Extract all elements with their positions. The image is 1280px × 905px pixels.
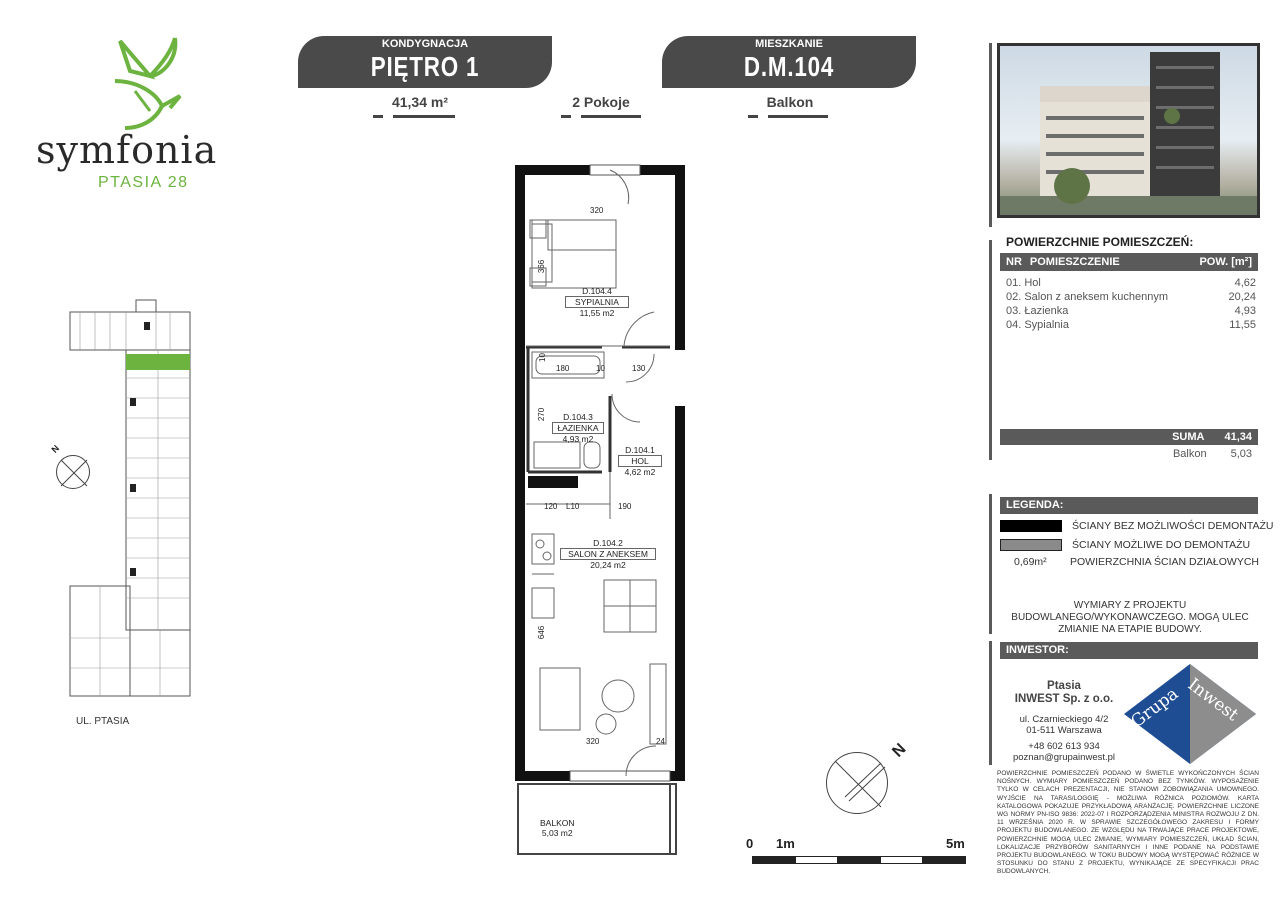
floor-value: PIĘTRO 1 <box>370 51 480 82</box>
disclaimer-text: POWIERZCHNIE POMIESZCZEŃ PODANO W ŚWIETLE WYKOŃCZONYCH ŚCIAN NOŚNYCH. WYMIARY POMIESZCZEŃ PODANO BEZ TYNKÓW. WYPOSAŻENIE TYLKO W CELACH PREZENTACJI, NIE STANOWI ZOBOWIĄZANIA UMOWNEGO. WYJŚCIE NA TARAS/LOGGIĘ - MOŻLIWA RÓŻNICA POZIOMÓW. KARTA KATALOGOWA POKAZUJE PRZYKŁADOWĄ ARANŻACJĘ. POWIERZCHNIE LICZONE WG NORMY PN-ISO 9836: 2022-07 I ROZPORZĄDZENIA MINISTRA ROZWOJU Z DN. 11 WRZEŚNIA 2020 R. W SPRAWIE SZCZEGÓŁOWEGO ZAKRESU I FORMY PROJEKTU BUDOWLANEGO. ZE WZGLĘDU NA TRWAJĄCE PRACE PROJEKTOWE, POWIERZCHNIE MOGĄ ULEC ZMIANIE, WYMIARY POMIESZCZEŃ, UKŁAD ŚCIAN, LOKALIZACJE PRZYBORÓW SANITARNYCH I INNE PODANE NA PODSTAWIE PROJEKTU BUDOWLANEGO. W TOKU BUDOWY MOGĄ WYSTĘPOWAĆ RÓŻNICE W STOSUNKU DO STANU Z PROJEKTU, WYNIKAJĄCE ZE SPECYFIKACJI PRAC BUDOWLANYCH. <box>997 770 1259 876</box>
row-room: 03. Łazienka <box>1006 305 1069 317</box>
room-area: 4,62 m2 <box>624 467 656 477</box>
compass-north-label: N <box>889 740 910 761</box>
scale-bar <box>752 856 966 864</box>
logo-left-text: Grupa <box>1127 683 1183 733</box>
legend-title: LEGENDA: <box>1000 497 1258 514</box>
row-area: 20,24 <box>1228 291 1256 303</box>
sum-row <box>1000 429 1258 445</box>
balcony-row-value: 5,03 <box>1230 448 1252 460</box>
room-hall-label <box>618 445 662 477</box>
legend-text: POWIERZCHNIA ŚCIAN DZIAŁOWYCH <box>1070 556 1260 568</box>
floor-label: KONDYGNACJA <box>381 38 469 50</box>
phone: +48 602 613 934 <box>1028 741 1100 752</box>
north-compass-icon <box>826 752 888 814</box>
apartment-area: 41,34 m² <box>391 94 449 110</box>
apartment-tab <box>662 36 916 88</box>
room-bedroom-label <box>565 286 629 318</box>
divider-line <box>989 494 992 634</box>
table-row <box>1006 290 1256 304</box>
dim-label: 130 <box>632 364 646 373</box>
dim-label: L10 <box>566 502 580 511</box>
building-render-image <box>997 43 1260 218</box>
col-nr: NR <box>1006 256 1022 268</box>
sum-value: 41,34 <box>1224 431 1252 443</box>
grupa-inwest-logo <box>1124 664 1256 764</box>
balcony-info: Balkon <box>766 94 814 110</box>
area-underline-left <box>373 115 383 118</box>
investor-address <box>1004 714 1124 736</box>
areas-title: POWIERZCHNIE POMIESZCZEŃ: <box>1006 235 1194 249</box>
sum-label: SUMA <box>1172 431 1205 443</box>
legend-swatch-black <box>1000 520 1062 532</box>
room-code: D.104.2 <box>593 538 623 548</box>
legend-item-partition <box>1014 556 1259 568</box>
keyplan-north-label: N <box>49 443 62 455</box>
rooms-underline-left <box>561 115 571 118</box>
balcony-label <box>540 818 575 838</box>
room-bathroom-label <box>552 412 604 444</box>
row-area: 4,62 <box>1234 277 1256 289</box>
balcony-underline <box>768 115 828 118</box>
floor-tab <box>298 36 552 88</box>
room-name: SALON Z ANEKSEM <box>560 548 656 560</box>
row-area: 4,93 <box>1234 305 1256 317</box>
room-count: 2 Pokoje <box>572 94 630 110</box>
legend-swatch-gray <box>1000 539 1062 551</box>
room-code: D.104.1 <box>625 445 655 455</box>
room-name: ŁAZIENKA <box>552 422 604 434</box>
row-room: 02. Salon z aneksem kuchennym <box>1006 291 1169 303</box>
room-area: 20,24 m2 <box>590 560 626 570</box>
area-underline <box>393 115 455 118</box>
dim-label: 180 <box>556 364 570 373</box>
balcony-area: 5,03 m2 <box>541 828 573 838</box>
balcony-row-label: Balkon <box>1172 448 1207 460</box>
investor-contact <box>1004 741 1124 763</box>
rooms-underline <box>581 115 641 118</box>
dim-label: 120 <box>544 502 558 511</box>
keyplan-compass-icon <box>56 455 90 489</box>
legend-item-fixed <box>1000 520 1273 532</box>
row-area: 11,55 <box>1229 319 1256 331</box>
investor-title: INWESTOR: <box>1000 642 1258 659</box>
dim-label: 24 <box>656 737 665 746</box>
table-row <box>1006 318 1256 332</box>
areas-table-body <box>1006 276 1256 332</box>
row-room: 04. Sypialnia <box>1006 319 1069 331</box>
scale-five: 5m <box>946 836 965 851</box>
dim-label: 270 <box>537 407 547 422</box>
room-name: SYPIALNIA <box>565 296 629 308</box>
room-area: 4,93 m2 <box>562 434 594 444</box>
dim-label: 10 <box>596 364 605 373</box>
company-line-2: INWEST Sp. z o.o. <box>1014 693 1114 705</box>
apartment-value: D.M.104 <box>743 51 835 82</box>
room-area: 11,55 m2 <box>579 308 615 318</box>
row-room: 01. Hol <box>1006 277 1041 289</box>
dim-label: 190 <box>618 502 632 511</box>
room-code: D.104.3 <box>563 412 593 422</box>
logo-right-text: Inwest <box>1183 674 1243 726</box>
dim-label: 10 <box>537 353 547 362</box>
balcony-name: BALKON <box>540 818 575 828</box>
col-area: POW. [m²] <box>1199 256 1252 268</box>
balcony-row <box>1000 448 1252 460</box>
scale-one: 1m <box>776 836 795 851</box>
email: poznan@grupainwest.pl <box>1012 752 1116 763</box>
room-code: D.104.4 <box>582 286 612 296</box>
dim-label: 646 <box>537 625 547 640</box>
col-room: POMIESZCZENIE <box>1029 256 1120 268</box>
legend-item-removable <box>1000 539 1250 551</box>
brand-subtitle: PTASIA 28 <box>98 174 189 191</box>
dim-label: 366 <box>537 259 547 274</box>
divider-line <box>989 240 992 460</box>
legend-partition-value: 0,69m² <box>1014 556 1047 568</box>
divider-line <box>989 641 992 765</box>
legend-text: ŚCIANY MOŻLIWE DO DEMONTAŻU <box>1072 539 1251 551</box>
building-key-plan <box>60 298 200 698</box>
brand-name: symfonia <box>36 128 218 172</box>
divider-line <box>989 43 992 227</box>
balcony-underline-left <box>748 115 758 118</box>
legend-text: ŚCIANY BEZ MOŻLIWOŚCI DEMONTAŻU <box>1072 520 1274 532</box>
street-label: UL. PTASIA <box>76 716 130 727</box>
areas-table-header <box>1000 253 1258 271</box>
bird-logo-icon <box>100 36 190 136</box>
investor-company <box>1004 680 1124 706</box>
legend-note: WYMIARY Z PROJEKTU BUDOWLANEGO/WYKONAWCZEGO. MOGĄ ULEC ZMIANIE NA ETAPIE BUDOWY. <box>1011 600 1249 635</box>
apartment-label: MIESZKANIE <box>755 38 823 50</box>
table-row <box>1006 304 1256 318</box>
company-line-1: Ptasia <box>1047 680 1081 692</box>
address-line-1: ul. Czarnieckiego 4/2 <box>1019 714 1109 725</box>
room-living-label <box>560 538 656 570</box>
address-line-2: 01-511 Warszawa <box>1026 725 1102 736</box>
table-row <box>1006 276 1256 290</box>
scale-zero: 0 <box>746 836 754 851</box>
room-name: HOL <box>618 455 662 467</box>
dim-label: 320 <box>590 206 604 215</box>
dim-label: 320 <box>586 737 600 746</box>
